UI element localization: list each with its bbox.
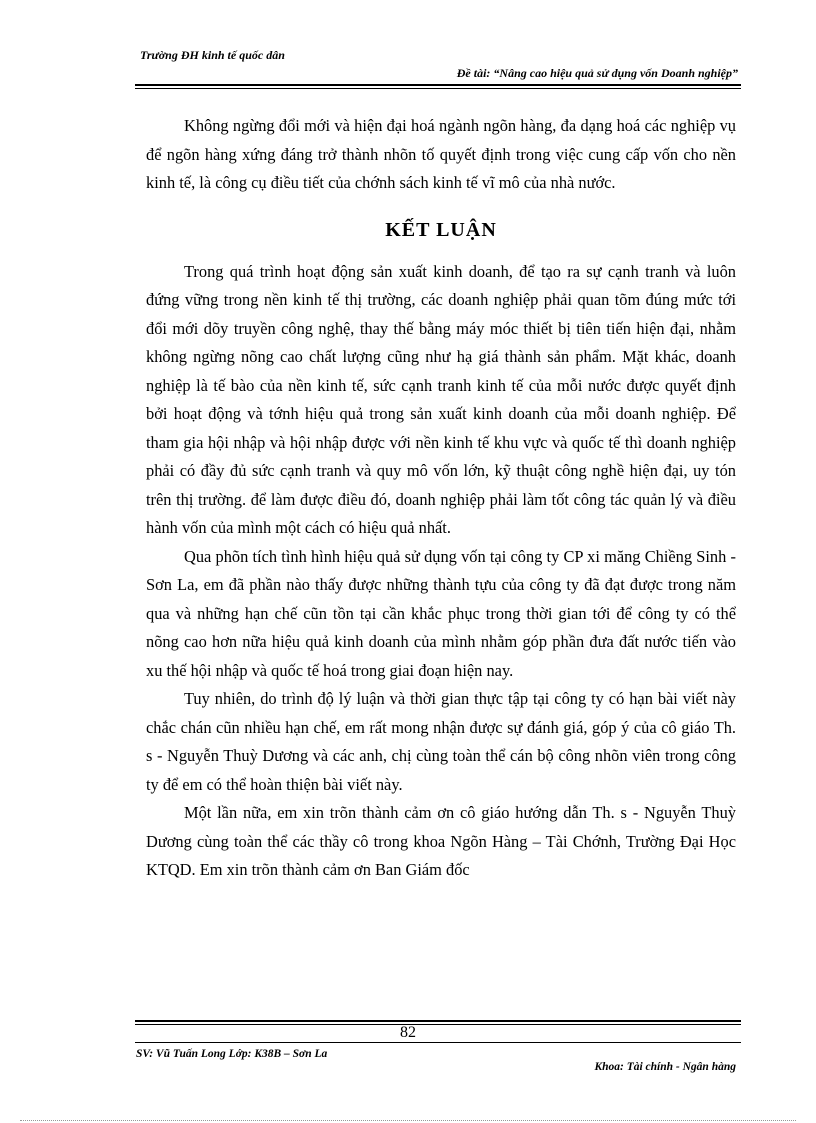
header-thesis-topic: Đề tài: “Nâng cao hiệu quả sử dụng vốn Doanh nghiệp” — [456, 66, 738, 80]
section-title: KẾT LUẬN — [385, 218, 497, 241]
body-paragraph: Qua phõn tích tình hình hiệu quả sử dụng vốn tại công ty CP xi măng Chiềng Sinh - Sơn La, em đã phần nào thấy được những thành tựu của công ty đã đạt được trong năm qua và những hạn chế cũn tồn tại cần khắc phục trong thời gian tới để công ty có thể nõng cao hơn nữa hiệu quả kinh doanh của mình nhằm góp phần đưa đất nước tiến vào xu thế hội nhập và quốc tế hoá trong giai đoạn hiện nay. — [146, 546, 736, 680]
page-number: 82 — [400, 1024, 416, 1041]
intro-paragraph: Không ngừng đổi mới và hiện đại hoá ngành ngõn hàng, đa dạng hoá các nghiệp vụ để ngõn hàng xứng đáng trở thành nhõn tố quyết định trong việc cung cấp vốn cho nền kinh tế, là công cụ điều tiết của chớnh sách kinh tế vĩ mô của nhà nước. — [146, 116, 736, 192]
footer-thin-rule — [135, 1042, 741, 1043]
page-body — [146, 112, 736, 885]
body-paragraph: Trong quá trình hoạt động sản xuất kinh doanh, để tạo ra sự cạnh tranh và luôn đứng vững trong nền kinh tế thị trường, các doanh nghiệp phải quan tõm đúng mức tới đổi mới dõy truyền công nghệ, thay thế bằng máy móc thiết bị tiên tiến hiện đại, nhằm không ngừng nõng cao chất lượng cũng như hạ giá thành sản phẩm. Mặt khác, doanh nghiệp là tế bào của nền kinh tế, sức cạnh tranh kinh tế của mỗi nước được quyết định bởi hoạt động và tớnh hiệu quả trong sản xuất kinh doanh của mỗi doanh nghiệp. Để tham gia hội nhập và hội nhập được với nền kinh tế khu vực và quốc tế thì doanh nghiệp phải có đầy đủ sức cạnh tranh và quy mô vốn lớn, kỹ thuật công nghề hiện đại, uy tón trên thị trường. để làm được điều đó, doanh nghiệp phải làm tốt công tác quản lý và điều hành vốn của mình một cách có hiệu quả nhất. — [146, 261, 736, 537]
page-edge-marker — [20, 1120, 796, 1121]
body-paragraph: Tuy nhiên, do trình độ lý luận và thời gian thực tập tại công ty có hạn bài viết này chắc chán cũn nhiều hạn chế, em rất mong nhận được sự đánh giá, góp ý của cô giáo Th. s - Nguyễn Thuỳ Dương và các anh, chị cùng toàn thể cán bộ công nhõn viên trong công ty để em có thể hoàn thiện bài viết này. — [146, 689, 736, 794]
footer-student-info: SV: Vũ Tuấn Long Lớp: K38B – Sơn La — [136, 1048, 328, 1060]
header-rule — [135, 84, 741, 89]
header-school-name: Trường ĐH kinh tế quốc dân — [140, 48, 285, 62]
body-paragraph: Một lần nữa, em xin trõn thành cảm ơn cô giáo hướng dẫn Th. s - Nguyễn Thuỳ Dương cùng toàn thể các thầy cô trong khoa Ngõn Hàng – Tài Chớnh, Trường Đại Học KTQD. Em xin trõn thành cảm ơn Ban Giám đốc — [146, 803, 736, 879]
footer-faculty: Khoa: Tài chính - Ngân hàng — [594, 1061, 736, 1073]
